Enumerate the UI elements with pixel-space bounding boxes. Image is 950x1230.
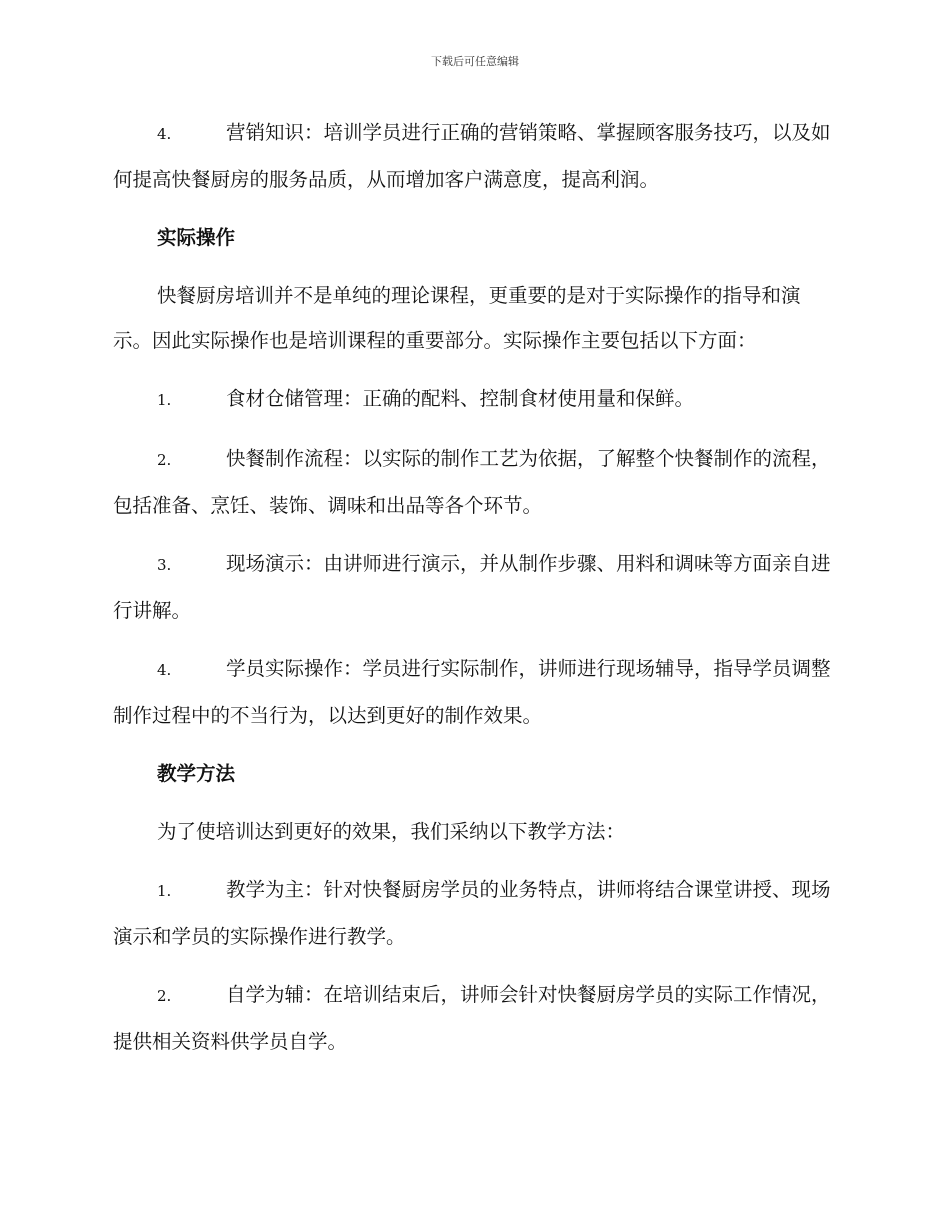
- list-item: [113, 541, 835, 633]
- list-item-text: 自学为辅：在培训结束后，讲师会针对快餐厨房学员的实际工作情况，提供相关资料供学员自学。: [113, 983, 831, 1053]
- list-item: [113, 867, 835, 959]
- list-item: [113, 972, 835, 1064]
- list-item: [113, 436, 835, 528]
- list-item-number: 4.: [157, 661, 172, 679]
- section-heading: 教学方法: [157, 762, 236, 785]
- list-item-text: 教学为主：针对快餐厨房学员的业务特点，讲师将结合课堂讲授、现场演示和学员的实际操作进行教学。: [113, 878, 831, 948]
- paragraph: 为了使培训达到更好的效果，我们采纳以下教学方法：: [157, 820, 626, 843]
- list-item-number: 1.: [157, 391, 172, 409]
- paragraph: 快餐厨房培训并不是单纯的理论课程，更重要的是对于实际操作的指导和演示。因此实际操作也是培训课程的重要部分。实际操作主要包括以下方面：: [113, 284, 801, 352]
- list-item-text: 食材仓储管理：正确的配料、控制食材使用量和保鲜。: [226, 387, 695, 410]
- page-header: 下载后可任意编辑: [431, 55, 519, 68]
- list-item-number: 1.: [157, 882, 172, 900]
- section-heading: 实际操作: [157, 226, 236, 249]
- list-item: [113, 376, 835, 423]
- document-body: [113, 110, 835, 1077]
- list-item-text: 现场演示：由讲师进行演示，并从制作步骤、用料和调味等方面亲自进行讲解。: [113, 552, 831, 622]
- list-item: [113, 110, 835, 202]
- list-item-text: 快餐制作流程：以实际的制作工艺为依据，了解整个快餐制作的流程，包括准备、烹饪、装饰、调味和出品等各个环节。: [113, 447, 831, 517]
- list-item-number: 2.: [157, 987, 172, 1005]
- list-item-number: 2.: [157, 451, 172, 469]
- list-item-number: 4.: [157, 125, 172, 143]
- list-item: [113, 646, 835, 738]
- list-item-text: 营销知识：培训学员进行正确的营销策略、掌握顾客服务技巧，以及如何提高快餐厨房的服务品质，从而增加客户满意度，提高利润。: [113, 121, 831, 191]
- list-item-number: 3.: [157, 556, 172, 574]
- list-item-text: 学员实际操作：学员进行实际制作，讲师进行现场辅导，指导学员调整制作过程中的不当行为，以达到更好的制作效果。: [113, 657, 831, 727]
